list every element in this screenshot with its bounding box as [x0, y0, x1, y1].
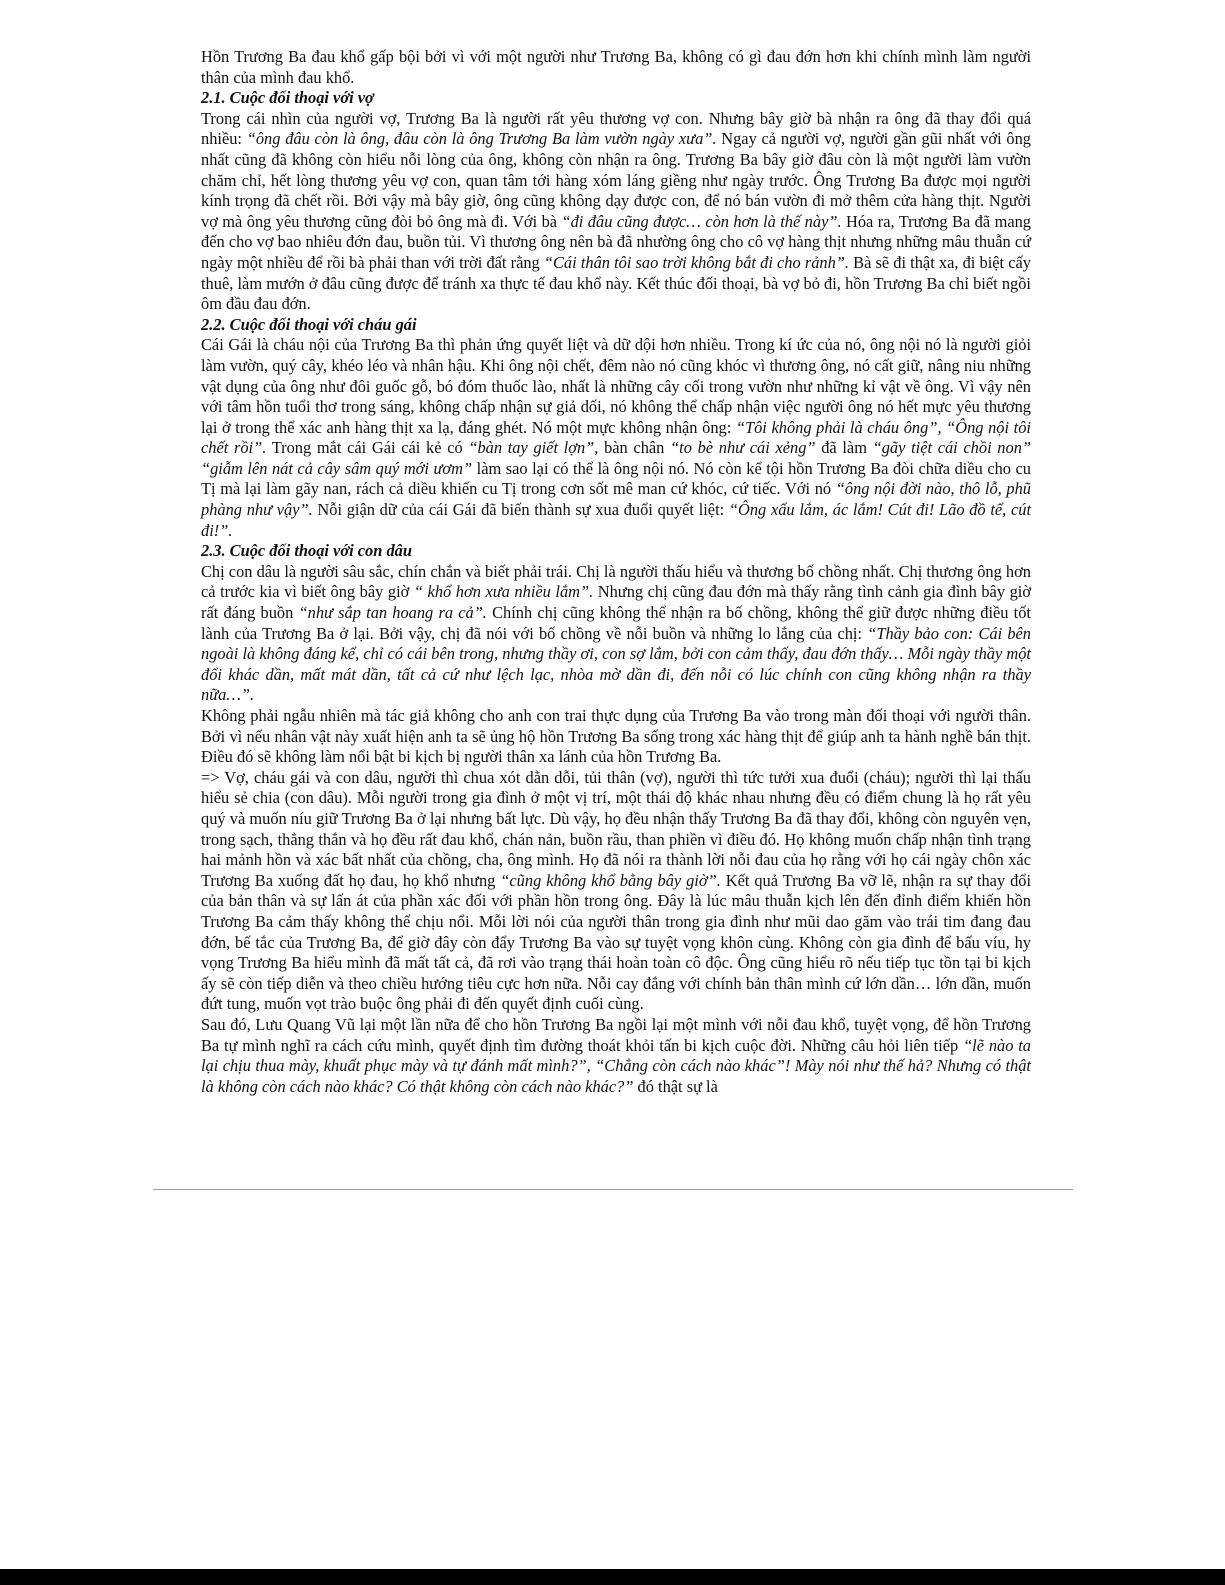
body-text: Nỗi giận dữ của cái Gái đã biến thành sự xua đuổi quyết liệt:	[312, 500, 729, 520]
body-text: Chị con dâu là người sâu sắc, chín chắn và biết phải trái. Chị là người thấu hiểu và thương bố chồng nhất. Chị thương ông hơn cả trước kia vì biết ông bây giờ	[201, 561, 1031, 602]
body-text: đó thật sự là	[633, 1076, 718, 1096]
quoted-text: “Cái thân tôi sao trời không bắt đi cho rảnh”.	[543, 252, 849, 272]
body-paragraph-son	[201, 706, 1031, 768]
body-text: Trong cái nhìn của người vợ, Trương Ba là người rất yêu thương vợ con. Nhưng bây giờ bà nhận ra ông đã thay đổi quá nhiều:	[201, 108, 1031, 149]
body-text: Bà sẽ đi thật xa, đi biệt cấy thuê, làm mướn ở đâu cũng được để tránh xa thực tế đau khổ này. Kết thúc đối thoại, bà vợ bỏ đi, hồn Trương Ba chỉ biết ngồi ôm đầu đau đớn.	[201, 252, 1031, 314]
quoted-text: “Thầy bảo con: Cái bên ngoài là không đáng kể, chỉ có cái bên trong, nhưng thầy ơi, con sợ lắm, bởi con cảm thấy, đau đớn thấy… Mỗi ngày thầy một đổi khác dần, mất mát dần, tất cả cứ như lệch lạc, nhòa mờ dần đi, đến nỗi có lúc chính con cũng không nhận ra thầy nữa…”.	[201, 623, 1031, 705]
quoted-text: “lẽ nào ta lại chịu thua mày, khuất phục mày và tự đánh mất mình?”, “Chẳng còn cách nào khác”! Mày nói như thế hả? Nhưng có thật là không còn cách nào khác? Có thật không còn cách nào khác?”	[201, 1035, 1031, 1096]
section-heading-wife: 2.1. Cuộc đối thoại với vợ	[201, 88, 374, 108]
section-paragraph-daughter-in-law	[201, 562, 1031, 706]
body-paragraph-conclusion	[201, 768, 1031, 1015]
section-paragraph-wife	[201, 109, 1031, 315]
quoted-text: “ông nội đời nào, thô lỗ, phũ phàng như vậy”.	[201, 479, 1031, 520]
body-text: Không phải ngẫu nhiên mà tác giả không cho anh con trai thực dụng của Trương Ba vào trong màn đối thoại với người thân. Bởi vì nếu nhân vật này xuất hiện anh ta sẽ ủng hộ hồn Trương Ba sống trong xác hàng thịt để giúp anh ta hành nghề bán thịt. Điều đó sẽ không làm nổi bật bi kịch bị người thân xa lánh của hồn Trương Ba.	[201, 706, 1031, 767]
intro-paragraph	[201, 47, 1031, 88]
quoted-text: “to bè như cái xẻng”	[670, 438, 816, 458]
quoted-text: “ khổ hơn xưa nhiều lắm”.	[413, 582, 594, 602]
quoted-text: “gãy tiệt cái chồi non” “giẫm lên nát cả cây sâm quý mới ươm”	[201, 438, 1032, 478]
body-text: Chính chị cũng không thể nhận ra bố chồng, không thể giữ được những điều tốt lành của Trương Ba ở lại. Bởi vậy, chị đã nói với bố chồng về nỗi buồn và những lo lắng của chị:	[201, 603, 1031, 643]
section-heading-granddaughter: 2.2. Cuộc đối thoại với cháu gái	[201, 314, 417, 334]
document-page	[201, 47, 1031, 1097]
body-text: Cái Gái là cháu nội của Trương Ba thì phản ứng quyết liệt và dữ dội hơn nhiều. Trong kí ức của nó, ông nội nó là người giỏi làm vườn, quý cây, khéo léo và nhân hậu. Khi ông nội chết, đêm nào nó cũng khóc vì thương ông, nó cất giữ, nâng niu những vật dụng của ông như đôi guốc gỗ, bó đóm thuốc lào, nhất là những cây cối trong vườn như những kỉ vật về ông. Vì vậy nên với tâm hồn tuổi thơ trong sáng, không chấp nhận sự giả dối, nó không thể chấp nhận việc người ông nó hết mực yêu thương lại ở trong thể xác anh hàng thịt xa lạ, đáng ghét. Nó một mực không nhận ông:	[201, 335, 1031, 437]
body-text: Ngay cả người vợ, người gần gũi nhất với ông nhất cũng đã không còn hiểu nỗi lòng của ông, không còn nhận ra ông. Trương Ba bây giờ đâu còn là một người làm vườn chăm chỉ, hết lòng thương yêu vợ con, quan tâm tới hàng xóm láng giềng như ngày trước. Ông Trương Ba được mọi người kính trọng đã chết rồi. Bởi vậy mà bây giờ, ông cũng không dạy được con, để nó bán vườn đi mở thêm cửa hàng thịt. Người vợ mà ông yêu thương cũng đòi bỏ ông mà đi. Với bà	[201, 129, 1031, 231]
body-text: Hóa ra, Trương Ba đã mang đến cho vợ bao nhiêu đớn đau, buồn tủi. Vì thương ông nên bà đã nhường ông cho cô vợ hàng thịt nhưng những mâu thuẫn cứ ngày một nhiều để rồi bà phải than với trời đất rằng	[201, 211, 1032, 272]
quoted-text: “cũng không khổ bằng bây giờ”.	[500, 870, 721, 890]
quoted-text: “bàn tay giết lợn”,	[468, 438, 599, 458]
body-text: => Vợ, cháu gái và con dâu, người thì chua xót dằn dỗi, tủi thân (vợ), người thì tức tưởi xua đuổi (cháu); người thì lại thấu hiểu sẻ chia (con dâu). Mỗi người trong gia đình ở một vị trí, một thái độ khác nhau nhưng đều có điểm chung là họ rất yêu quý và muốn níu giữ Trương Ba ở lại nhưng bất lực. Dù vậy, họ đều nhận thấy Trương Ba đã thay đổi, không còn nguyên vẹn, trong sạch, thẳng thắn và họ đều rất đau khổ, chán nản, buồn rầu, than phiền vì điều đó. Họ không muốn chấp nhận tình trạng hai mảnh hồn và xác bất nhất của chồng, cha, ông mình. Họ đã nói ra thành lời nỗi đau của họ rằng với họ cái ngày chôn xác Trương Ba xuống đất họ đau, họ khổ nhưng	[201, 767, 1031, 890]
body-text: Sau đó, Lưu Quang Vũ lại một lần nữa để cho hồn Trương Ba ngồi lại một mình với nỗi đau khổ, tuyệt vọng, để hồn Trương Ba tự mình nghĩ ra cách cứu mình, quyết định tìm đường thoát khỏi tấn bi kịch cuộc đời. Những câu hỏi liên tiếp	[201, 1014, 1031, 1055]
quoted-text: “Tôi không phải là cháu ông”, “Ông nội tôi chết rồi”.	[201, 417, 1031, 458]
quoted-text: “đi đâu cũng được… còn hơn là thế này”.	[561, 211, 842, 231]
body-paragraph-final	[201, 1015, 1031, 1097]
page-divider	[153, 1189, 1073, 1190]
body-text: bàn chân	[598, 438, 671, 458]
body-text: Trong mắt cái Gái cái kẻ có	[266, 438, 469, 458]
body-text: Kết quả Trương Ba vỡ lẽ, nhận ra sự thay đổi của bản thân và sự lấn át của phần xác đối với phần hồn trong ông. Đây là lúc mâu thuẫn kịch lên đến đỉnh điểm khiến hồn Trương Ba cảm thấy không thể chịu nổi. Mỗi lời nói của người thân trong gia đình như mũi dao găm vào trái tim đang đau đớn, bế tắc của Trương Ba, để giờ đây còn đẩy Trương Ba vào sự tuyệt vọng khôn cùng. Không còn gia đình để bấu víu, hy vọng Trương Ba hiểu mình đã mất tất cả, đã rơi vào trạng thái hoàn toàn cô độc. Ông cũng hiểu rõ nếu tiếp tục tồn tại bi kịch ấy sẽ còn tiếp diễn và theo chiều hướng tiêu cực hơn nữa. Nỗi cay đắng với chính bản thân mình cứ lớn dần… lớn dần, muốn đứt tung, muốn vọt trào buộc ông phải đi đến quyết định cuối cùng.	[201, 870, 1032, 1014]
quoted-text: “ông đâu còn là ông, đâu còn là ông Trương Ba làm vườn ngày xưa”.	[246, 129, 717, 149]
body-text: đã làm	[815, 438, 873, 458]
section-paragraph-granddaughter	[201, 335, 1031, 541]
body-text: Nhưng chị cũng đau đớn mà thấy rằng tình cảnh gia đình bây giờ rất đáng buồn	[201, 582, 1031, 623]
quoted-text: “như sắp tan hoang ra cả”.	[298, 603, 487, 623]
bottom-edge-bar	[0, 1569, 1225, 1585]
section-heading-daughter-in-law: 2.3. Cuộc đối thoại với con dâu	[201, 541, 412, 561]
quoted-text: “Ông xấu lắm, ác lắm! Cút đi! Lão đồ tể, cút đi!”.	[201, 500, 1031, 540]
body-text: Hồn Trương Ba đau khổ gấp bội bởi vì với một người như Trương Ba, không có gì đau đớn hơn khi chính mình làm người thân của mình đau khổ.	[201, 47, 1031, 87]
body-text: làm sao lại có thể là ông nội nó. Nó còn kể tội hồn Trương Ba đòi chữa diều cho cu Tị mà lại làm gãy nan, rách cả diều khiến cu Tị trong cơn sốt mê man cứ khóc, cứ tiếc. Với nó	[201, 458, 1031, 499]
